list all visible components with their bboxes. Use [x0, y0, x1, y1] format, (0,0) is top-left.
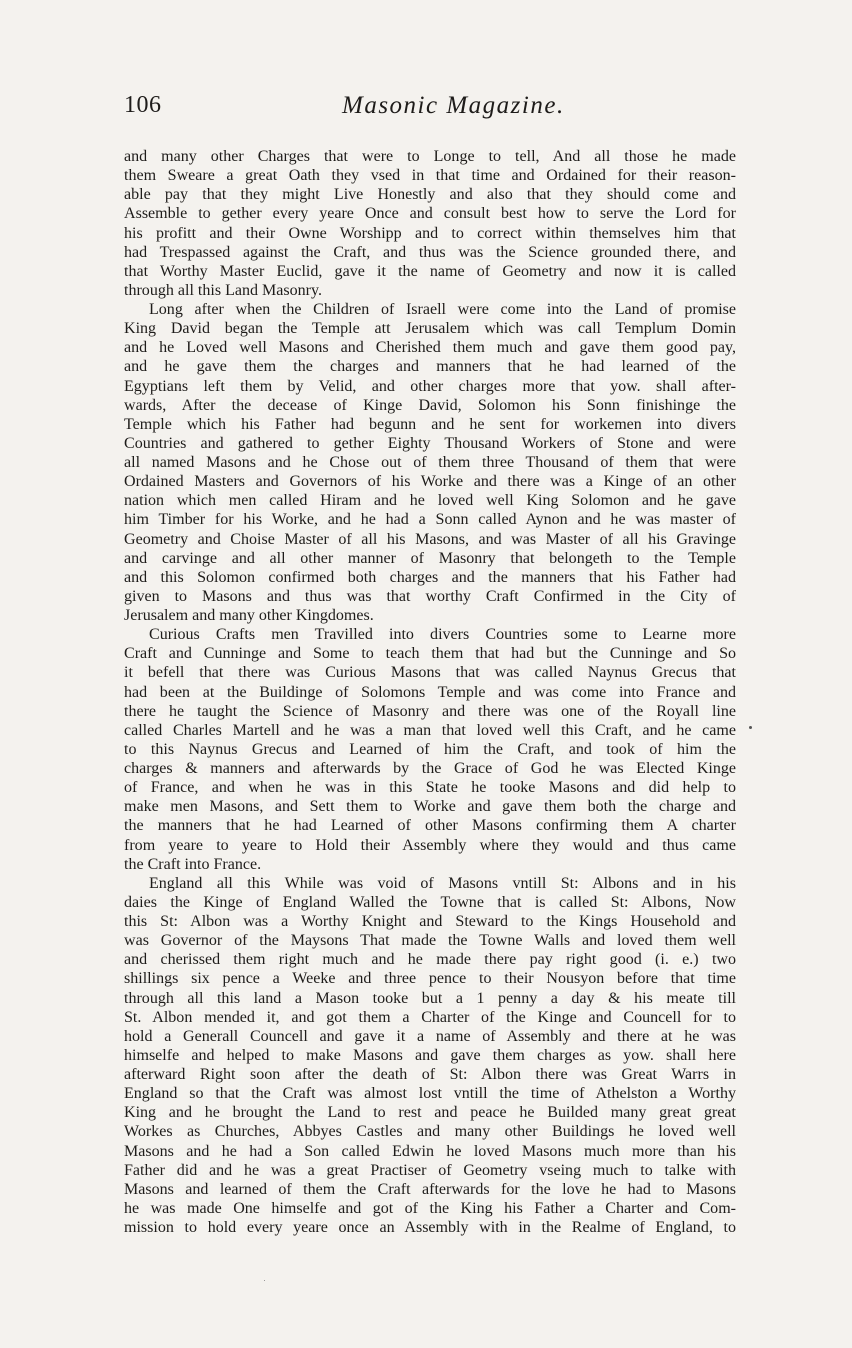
text-line: and this Solomon confirmed both charges and the manners that his Father had [124, 568, 736, 586]
paragraph [124, 874, 736, 1237]
text-line: shillings six pence a Weeke and three pence to their Nousyon before that time [124, 970, 736, 988]
text-line: Geometry and Choise Master of all his Masons, and was Master of all his Gravinge [124, 530, 736, 548]
text-line: all named Masons and he Chose out of them three Thousand of them that were [124, 454, 736, 471]
text-line: called Charles Martell and he was a man that loved well this Craft, and he came [124, 721, 736, 739]
text-line: of France, and when he was in this State he tooke Masons and did help to [124, 779, 736, 797]
text-line: through all this land a Mason tooke but a 1 penny a day & his meate till [124, 989, 736, 1007]
text-line: St. Albon mended it, and got them a Charter of the Kinge and Councell for to [124, 1008, 736, 1026]
text-line: had been at the Buildinge of Solomons Temple and was come into France and [124, 683, 736, 701]
text-line: Father did and he was a great Practiser of Geometry vseing much to talke with [124, 1161, 736, 1179]
text-line: Workes as Churches, Abbyes Castles and many other Buildings he loved well [124, 1123, 736, 1141]
text-line: England so that the Craft was almost lost vntill the time of Athelston a Worthy [124, 1085, 736, 1103]
footer-speck [264, 1280, 265, 1281]
paragraph [124, 147, 736, 300]
text-line: was Governor of the Maysons That made the Towne Walls and loved them well [124, 932, 736, 950]
text-line: make men Masons, and Sett them to Worke and gave them both the charge and [124, 798, 736, 816]
page-number: 106 [124, 92, 162, 118]
text-line: nation which men called Hiram and he loved well King Solomon and he gave [124, 492, 736, 510]
text-line: daies the Kinge of England Walled the Towne that is called St: Albons, Now [124, 893, 736, 911]
text-line: afterward Right soon after the death of St: Albon there was Great Warrs in [124, 1066, 736, 1083]
page-title: Masonic Magazine. [342, 92, 565, 119]
text-line: and many other Charges that were to Longe to tell, And all those he made [124, 148, 736, 165]
text-line: able pay that they might Live Honestly and also that they should come and [124, 186, 736, 204]
text-line: himselfe and helped to make Masons and gave them charges as yow. shall here [124, 1046, 736, 1064]
text-line: and carvinge and all other manner of Masonry that belongeth to the Temple [124, 549, 736, 567]
text-line: this St: Albon was a Worthy Knight and Steward to the Kings Household and [124, 913, 736, 930]
text-line: the manners that he had Learned of other Masons confirming them A charter [124, 817, 736, 835]
text-line: Craft and Cunninge and Some to teach them that had but the Cunninge and So [124, 645, 736, 663]
text-line: Countries and gathered to gether Eighty Thousand Workers of Stone and were [124, 434, 736, 452]
text-line: and cherissed them right much and he made there pay right good (i. e.) two [124, 951, 736, 969]
paragraph [124, 625, 736, 874]
text-line: King David began the Temple att Jerusalem which was call Templum Domin [124, 320, 736, 338]
text-line: Assemble to gether every yeare Once and consult best how to serve the Lord for [124, 205, 736, 223]
text-line: Jerusalem and many other Kingdomes. [124, 607, 374, 624]
text-line: it befell that there was Curious Masons that was called Naynus Grecus that [124, 664, 736, 682]
text-line: him Timber for his Worke, and he had a Sonn called Aynon and he was master of [124, 511, 736, 529]
text-line: and he Loved well Masons and Cherished them much and gave them good pay, [124, 339, 736, 357]
text-line: the Craft into France. [124, 855, 262, 873]
text-line: Temple which his Father had begunn and he sent for workemen into divers [124, 415, 736, 433]
text-line: that Worthy Master Euclid, gave it the name of Geometry and now it is called [124, 262, 736, 280]
text-line: through all this Land Masonry. [124, 281, 322, 299]
text-line: hold a Generall Councell and gave it a name of Assembly and there at he was [124, 1027, 736, 1045]
text-line: Egyptians left them by Velid, and other charges more that yow. shall after- [124, 377, 736, 395]
text-line: Masons and learned of them the Craft afterwards for the love he had to Masons [124, 1180, 736, 1198]
text-line: there he taught the Science of Masonry and there was one of the Royall line [124, 702, 736, 720]
text-line: King and he brought the Land to rest and peace he Builded many great great [124, 1104, 736, 1122]
text-line: England all this While was void of Masons vntill St: Albons and in his [149, 874, 736, 892]
text-line: from yeare to yeare to Hold their Assembly where they would and thus came [124, 836, 736, 854]
text-line: Curious Crafts men Travilled into divers Countries some to Learne more [149, 626, 736, 644]
body-text [124, 147, 736, 1237]
text-line: Ordained Masters and Governors of his Worke and there was a Kinge of an other [124, 473, 736, 491]
text-line: charges & manners and afterwards by the Grace of God he was Elected Kinge [124, 760, 736, 777]
text-line: Masons and he had a Son called Edwin he loved Masons much more than his [124, 1142, 736, 1160]
text-line: he was made One himselfe and got of the King his Father a Charter and Com- [124, 1199, 736, 1217]
text-line: mission to hold every yeare once an Assembly with in the Realme of England, to [124, 1219, 736, 1236]
text-line: them Sweare a great Oath they vsed in that time and Ordained for their reason- [124, 167, 736, 185]
text-line: Long after when the Children of Israell were come into the Land of promise [149, 301, 736, 318]
text-line: wards, After the decease of Kinge David, Solomon his Sonn finishinge the [124, 396, 736, 414]
text-line: had Trespassed against the Craft, and thus was the Science grounded there, and [124, 243, 736, 261]
running-head [118, 92, 738, 126]
text-line: given to Masons and thus was that worthy Craft Confirmed in the City of [124, 587, 736, 605]
margin-dot [749, 726, 752, 729]
text-line: and he gave them the charges and manners that he had learned of the [124, 358, 736, 376]
text-line: to this Naynus Grecus and Learned of him the Craft, and took of him the [124, 740, 736, 758]
paragraph [124, 300, 736, 625]
text-line: his profitt and their Owne Worshipp and to correct within themselves him that [124, 224, 736, 242]
